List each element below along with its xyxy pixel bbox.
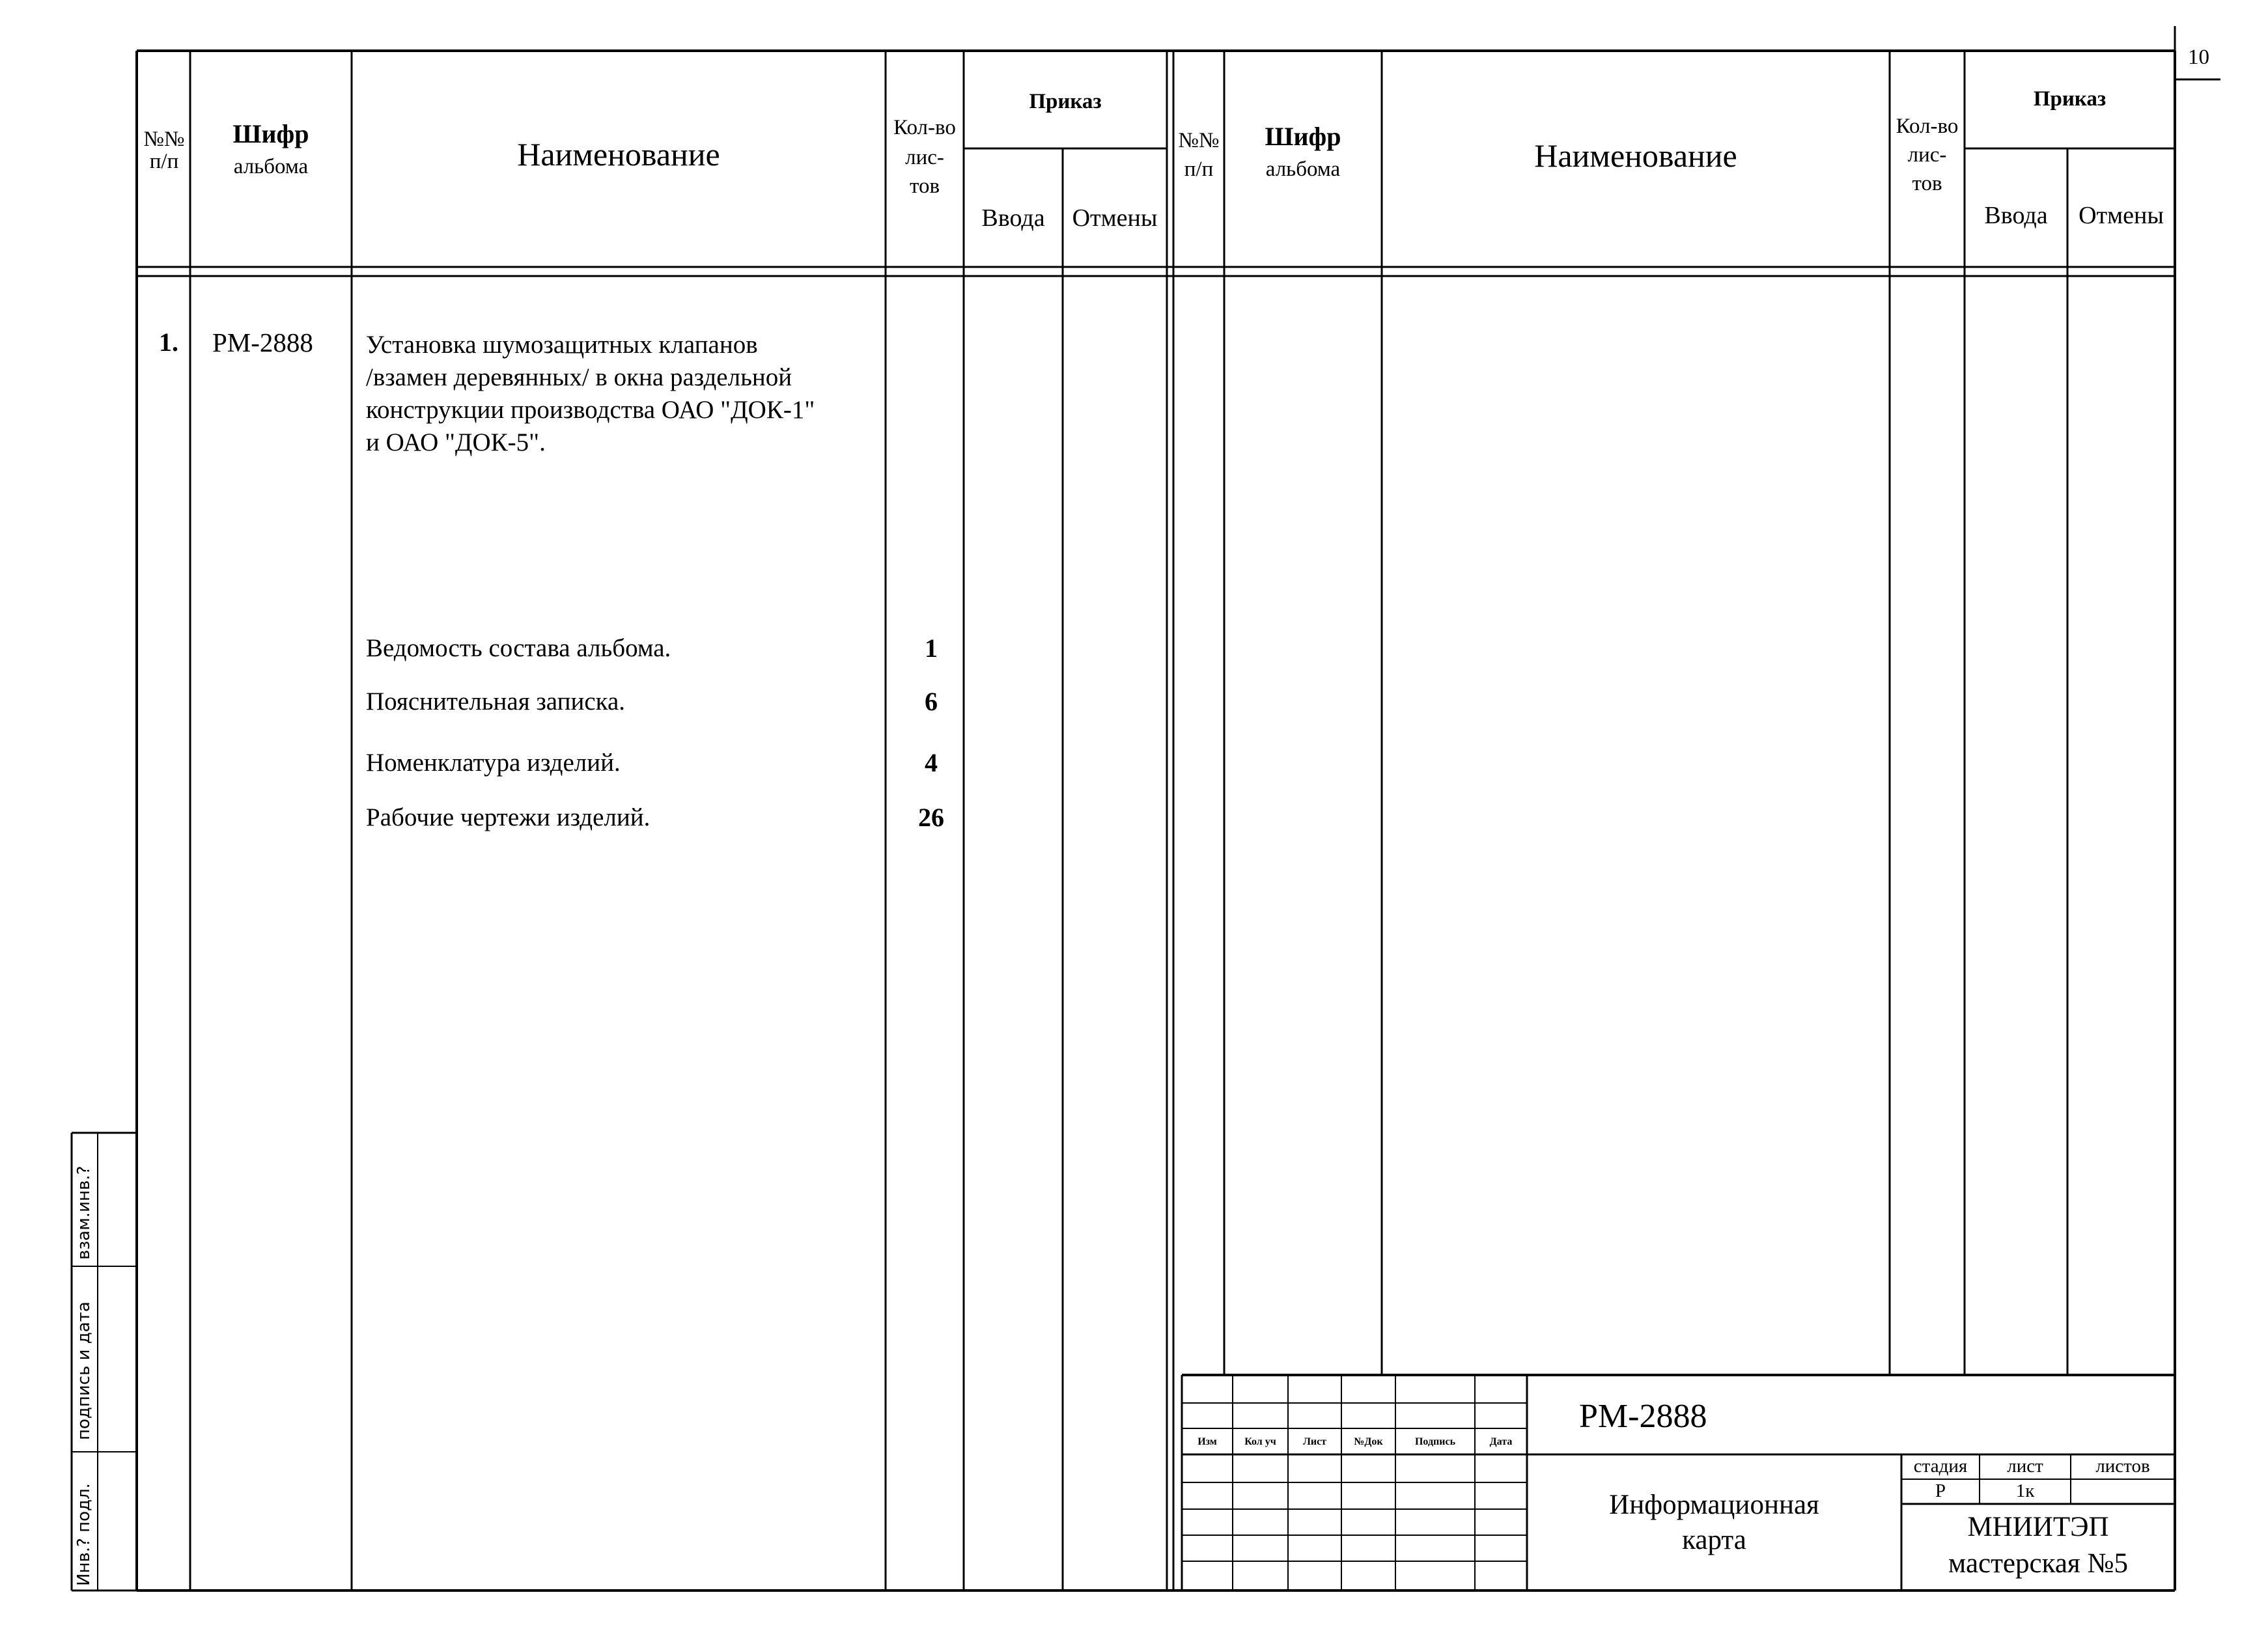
entry-number: 1. [159,327,178,357]
entry-title-line: конструкции производства ОАО "ДОК-1" [366,396,815,424]
header-name-label-right: Наименование [1534,137,1737,174]
header-order-in-label: Ввода [981,204,1045,232]
header-sheets-label-right: Кол-во [1896,115,1959,138]
list-item-sheets: 6 [925,687,938,716]
title-block-col-ndoc: №Док [1354,1436,1383,1447]
header-num-label-right-2: п/п [1184,158,1214,181]
title-block-code: РМ-2888 [1579,1398,1707,1435]
title-block-col-kol: Кол уч [1244,1436,1276,1447]
header-order-label: Приказ [1029,90,1102,113]
title-block-doc-title: Информационная [1609,1490,1819,1520]
title-block-org-2: мастерская №5 [1948,1548,2128,1579]
header-order-label-right: Приказ [2033,87,2107,111]
header-order-out-label-right: Отмены [2079,202,2164,229]
header-num-label-2: п/п [149,150,179,173]
entry-title-line: Установка шумозащитных клапанов [366,331,758,359]
title-block-col-list: Лист [1302,1436,1327,1447]
list-item-sheets: 26 [918,803,944,832]
header-sheets-label-3: тов [909,174,940,198]
header-code-label: Шифр [232,119,309,148]
title-block-sheet-value: 1к [2015,1480,2035,1501]
side-stamp-sign-date: подпись и дата [74,1301,94,1440]
header-sheets-label-right-2: лис- [1907,143,1947,167]
title-block-stage-label: стадия [1913,1456,1968,1477]
header-name-label: Наименование [517,136,720,173]
header-code-label-2: альбома [233,155,309,178]
list-item-name: Пояснительная записка. [366,688,626,715]
page-corner-number: 10 [2188,46,2209,69]
header-num-label-right: №№ [1178,129,1220,152]
header-sheets-label: Кол-во [893,116,956,139]
title-block-org: МНИИТЭП [1967,1512,2109,1542]
header-code-label-right: Шифр [1265,122,1341,151]
list-item-sheets: 4 [925,748,938,777]
title-block-doc-title-2: карта [1682,1525,1746,1555]
entry-album-code: РМ-2888 [212,327,313,357]
title-block-sheets-label: листов [2095,1456,2150,1477]
header-code-label-right-2: альбома [1265,158,1341,181]
title-block-stage-value: Р [1935,1480,1946,1501]
entry-title-line: и ОАО "ДОК-5". [366,428,546,456]
list-item-sheets: 1 [925,633,938,663]
title-block-col-date: Дата [1489,1436,1513,1447]
side-stamp-inv-orig: Инв.? подл. [74,1483,94,1586]
side-stamp-replace-inv: взам.инв.? [74,1165,94,1260]
title-block-col-sign: Подпись [1414,1436,1456,1447]
header-order-out-label: Отмены [1072,204,1158,232]
header-num-label: №№ [143,128,185,151]
header-sheets-label-right-3: тов [1912,172,1942,195]
header-order-in-label-right: Ввода [1984,202,2048,229]
header-sheets-label-2: лис- [905,146,944,169]
list-item-name: Ведомость состава альбома. [366,634,671,662]
entry-title-line: /взамен деревянных/ в окна раздельной [366,363,792,391]
list-item-name: Рабочие чертежи изделий. [366,803,651,831]
title-block-sheet-label: лист [2007,1456,2043,1477]
list-item-name: Номенклатура изделий. [366,749,621,777]
title-block-col-izm: Изм [1197,1436,1217,1447]
